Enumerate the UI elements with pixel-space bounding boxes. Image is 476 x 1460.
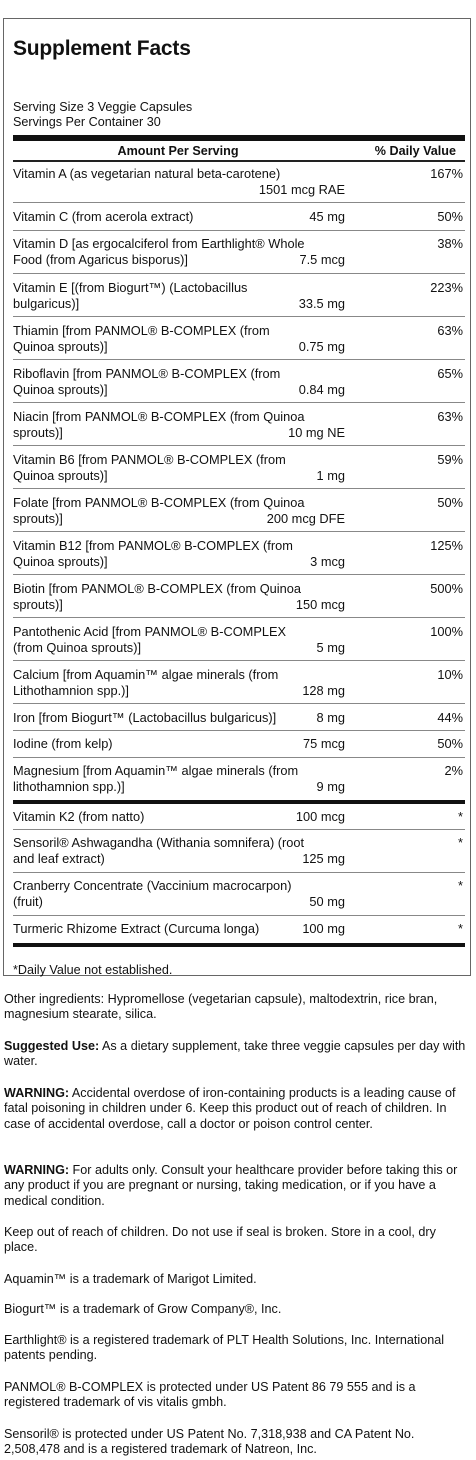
adult-warning-label: WARNING: [4, 1163, 70, 1177]
nutrient-name: Vitamin D [as ergocalciferol from Earthlight® Whole [13, 236, 305, 251]
nutrient-name: Vitamin C (from acerola extract) [13, 209, 194, 224]
trademark-sensoril: Sensoril® is protected under US Patent No. 7,318,938 and CA Patent No. 2,508,478 and is a registered trademark of Natreon, Inc. [4, 1427, 415, 1457]
row-divider [13, 202, 465, 203]
iron-warning [4, 1086, 470, 1132]
nutrient-dv: 65% [437, 366, 463, 381]
other-ingredients: Other ingredients: Hypromellose (vegetarian capsule), maltodextrin, rice bran, magnesium stearate, silica. [4, 992, 438, 1022]
nutrient-amount: 9 mg [316, 779, 345, 794]
row-divider [13, 574, 465, 575]
ingredient-dv: * [458, 835, 463, 850]
row-divider [13, 757, 465, 758]
nutrient-amount: 150 mcg [295, 597, 345, 612]
nutrient-name-cont: sprouts)] [13, 597, 63, 612]
nutrient-amount: 0.84 mg [298, 382, 345, 397]
ingredient-name: Vitamin K2 (from natto) [13, 809, 145, 824]
nutrient-amount: 128 mg [302, 683, 345, 698]
row-divider [13, 273, 465, 274]
suggested-use-label: Suggested Use: [4, 1039, 100, 1053]
section-divider [13, 800, 465, 804]
nutrient-dv: 100% [430, 624, 463, 639]
header-amount-per-serving: Amount Per Serving [117, 144, 239, 158]
nutrient-name: Vitamin E [(from Biogurt™) (Lactobacillus [13, 280, 248, 295]
iron-warning-text: Accidental overdose of iron-containing products is a leading cause of fatal poisoning in children under 6. Keep this product out of reach of children. In case of accidental overdose, call a doctor or poison control center. [4, 1086, 456, 1131]
nutrient-dv: 59% [437, 452, 463, 467]
row-divider [13, 872, 465, 873]
nutrient-name-cont: Quinoa sprouts)] [13, 468, 108, 483]
suggested-use-text: As a dietary supplement, take three veggie capsules per day with water. [4, 1039, 466, 1069]
thick-divider [13, 135, 465, 141]
serving-size: Serving Size 3 Veggie Capsules [13, 100, 193, 114]
nutrient-name-cont: Food (from Agaricus bisporus)] [13, 252, 188, 267]
nutrient-name-cont: bulgaricus)] [13, 296, 80, 311]
row-divider [13, 730, 465, 731]
row-divider [13, 230, 465, 231]
row-divider [13, 531, 465, 532]
supplement-facts-panel [3, 18, 471, 976]
nutrient-name: Niacin [from PANMOL® B-COMPLEX (from Quinoa [13, 409, 305, 424]
nutrient-name-cont: lithothamnion spp.)] [13, 779, 125, 794]
nutrient-amount: 1501 mcg RAE [258, 182, 345, 197]
nutrient-name: Riboflavin [from PANMOL® B-COMPLEX (from [13, 366, 281, 381]
daily-value-footnote: *Daily Value not established. [13, 963, 173, 977]
ingredient-name: Sensoril® Ashwagandha (Withania somnifera) (root [13, 835, 305, 850]
adult-warning [4, 1163, 470, 1209]
servings-per-container: Servings Per Container 30 [13, 115, 161, 129]
nutrient-name-cont: sprouts)] [13, 511, 63, 526]
adult-warning-text: For adults only. Consult your healthcare provider before taking this or any product if you are pregnant or nursing, taking medication, or if you have a medical condition. [4, 1163, 458, 1208]
nutrient-name: Vitamin B12 [from PANMOL® B-COMPLEX (from [13, 538, 293, 553]
nutrient-dv: 167% [430, 166, 463, 181]
row-divider [13, 488, 465, 489]
row-divider [13, 316, 465, 317]
nutrient-amount: 5 mg [316, 640, 345, 655]
nutrient-amount: 8 mg [316, 710, 345, 725]
row-divider [13, 402, 465, 403]
nutrient-dv: 125% [430, 538, 463, 553]
nutrient-dv: 38% [437, 236, 463, 251]
nutrient-amount: 1 mg [316, 468, 345, 483]
trademark-earthlight: Earthlight® is a registered trademark of PLT Health Solutions, Inc. International patents pending. [4, 1333, 445, 1363]
iron-warning-label: WARNING: [4, 1086, 70, 1100]
row-divider [13, 359, 465, 360]
nutrient-name-cont: sprouts)] [13, 425, 63, 440]
trademark-aquamin: Aquamin™ is a trademark of Marigot Limited. [4, 1272, 257, 1286]
storage-note: Keep out of reach of children. Do not use if seal is broken. Store in a cool, dry place. [4, 1225, 436, 1255]
nutrient-dv: 50% [437, 209, 463, 224]
nutrient-dv: 50% [437, 495, 463, 510]
nutrient-name-cont: Quinoa sprouts)] [13, 339, 108, 354]
ingredient-amount: 100 mcg [295, 809, 345, 824]
nutrient-name: Calcium [from Aquamin™ algae minerals (from [13, 667, 279, 682]
ingredient-dv: * [458, 809, 463, 824]
nutrient-dv: 50% [437, 736, 463, 751]
nutrient-amount: 10 mg NE [288, 425, 345, 440]
trademark-biogurt: Biogurt™ is a trademark of Grow Company®, Inc. [4, 1302, 282, 1316]
supplement-facts-title: Supplement Facts [13, 37, 191, 60]
ingredient-name: Cranberry Concentrate (Vaccinium macrocarpon) [13, 878, 292, 893]
ingredient-dv: * [458, 878, 463, 893]
trademark-panmol: PANMOL® B-COMPLEX is protected under US Patent 86 79 555 and is a registered trademark of vis vitalis gmbh. [4, 1380, 416, 1410]
nutrient-name-cont: Quinoa sprouts)] [13, 382, 108, 397]
nutrient-amount: 7.5 mcg [299, 252, 345, 267]
row-divider [13, 617, 465, 618]
nutrient-name: Pantothenic Acid [from PANMOL® B-COMPLEX [13, 624, 287, 639]
nutrient-name: Vitamin B6 [from PANMOL® B-COMPLEX (from [13, 452, 286, 467]
nutrient-dv: 223% [430, 280, 463, 295]
nutrient-amount: 75 mcg [303, 736, 345, 751]
suggested-use [4, 1039, 470, 1070]
ingredient-amount: 50 mg [309, 894, 345, 909]
nutrient-dv: 63% [437, 409, 463, 424]
row-divider [13, 915, 465, 916]
ingredient-amount: 100 mg [302, 921, 345, 936]
nutrient-dv: 2% [444, 763, 463, 778]
section-divider [13, 943, 465, 947]
header-daily-value: % Daily Value [374, 144, 456, 158]
nutrient-name: Biotin [from PANMOL® B-COMPLEX (from Quinoa [13, 581, 301, 596]
nutrient-name: Iodine (from kelp) [13, 736, 113, 751]
ingredient-amount: 125 mg [302, 851, 345, 866]
nutrient-amount: 45 mg [309, 209, 345, 224]
nutrient-name-cont: (from Quinoa sprouts)] [13, 640, 142, 655]
nutrient-name: Folate [from PANMOL® B-COMPLEX (from Quinoa [13, 495, 305, 510]
row-divider [13, 829, 465, 830]
nutrient-name: Iron [from Biogurt™ (Lactobacillus bulgaricus)] [13, 710, 277, 725]
nutrient-amount: 3 mcg [310, 554, 345, 569]
nutrient-dv: 63% [437, 323, 463, 338]
nutrient-amount: 33.5 mg [298, 296, 345, 311]
ingredient-name-cont: (fruit) [13, 894, 43, 909]
nutrient-name: Thiamin [from PANMOL® B-COMPLEX (from [13, 323, 270, 338]
nutrient-name-cont: Lithothamnion spp.)] [13, 683, 129, 698]
ingredient-dv: * [458, 921, 463, 936]
row-divider [13, 703, 465, 704]
nutrient-dv: 44% [437, 710, 463, 725]
nutrient-amount: 200 mcg DFE [266, 511, 345, 526]
nutrient-dv: 500% [430, 581, 463, 596]
row-divider [13, 660, 465, 661]
header-divider [13, 160, 465, 162]
row-divider [13, 445, 465, 446]
nutrient-name: Magnesium [from Aquamin™ algae minerals (from [13, 763, 299, 778]
nutrient-name-cont: Quinoa sprouts)] [13, 554, 108, 569]
ingredient-name-cont: and leaf extract) [13, 851, 105, 866]
nutrient-name: Vitamin A (as vegetarian natural beta-carotene) [13, 166, 281, 181]
nutrient-amount: 0.75 mg [298, 339, 345, 354]
nutrient-dv: 10% [437, 667, 463, 682]
ingredient-name: Turmeric Rhizome Extract (Curcuma longa) [13, 921, 260, 936]
